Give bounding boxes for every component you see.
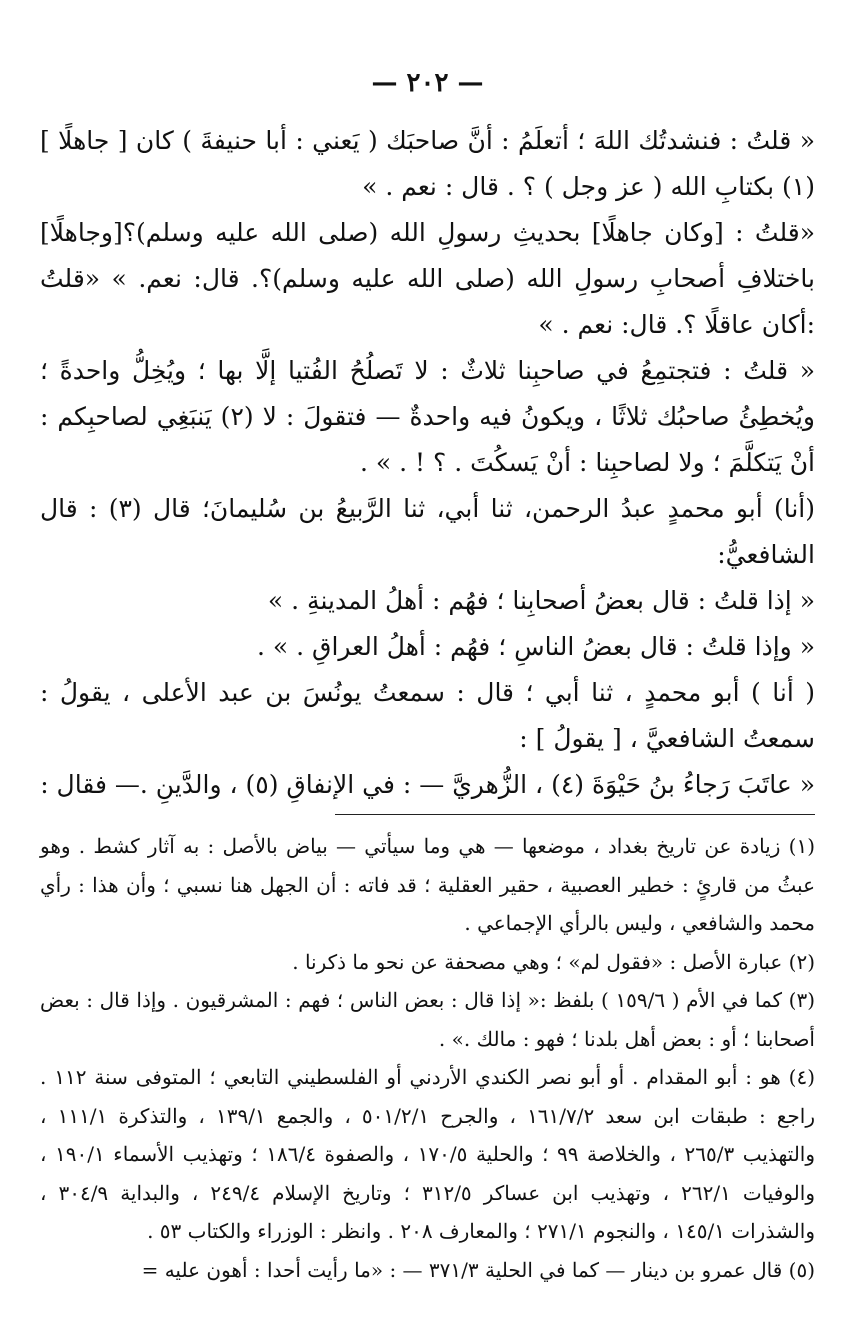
footnote-5: (٥) قال عمرو بن دينار — كما في الحلية ٣٧١/٣ — : «ما رأيت أحدا : أهون عليه = (141, 1257, 815, 1282)
footnote-divider (335, 814, 816, 815)
main-paragraph-1: « قلتُ : فنشدتُك اللهَ ؛ أتعلَمُ : أنَّ صاحبَك ( يَعني : أبا حنيفةَ ) كان [ جاهلًا ] (١) بكتابِ الله ( عز وجل ) ؟ . قال : نعم . » (40, 126, 815, 201)
footnote-3: (٣) كما في الأم ( ١٥٩/٦ ) بلفظ :« إذا قال : بعض الناس ؛ فهم : المشرقيون . وإذا قال : بعض أصحابنا ؛ أو : بعض أهل بلدنا ؛ فهو : مالك .» . (40, 988, 816, 1051)
main-paragraph-2: «قلتُ : [وكان جاهلًا] بحديثِ رسولِ الله (صلى الله عليه وسلم)؟[وجاهلًا] باختلافِ أصحابِ رسولِ الله (صلى الله عليه وسلم)؟. قال: نعم. » «قلتُ :أكان عاقلًا ؟. قال: نعم . » (40, 218, 815, 339)
main-paragraph-8: « عاتَبَ رَجاءُ بنُ حَيْوَةَ (٤) ، الزُّهريَّ — : في الإنفاقِ (٥) ، والدَّينِ .— فقال : (40, 770, 815, 799)
main-text (40, 118, 815, 808)
main-paragraph-7: ( أنا ) أبو محمدٍ ، ثنا أبي ؛ قال : سمعتُ يونُسَ بن عبد الأعلى ، يقولُ : سمعتُ الشافعيَّ ، [ يقولُ ] : (40, 678, 815, 753)
main-paragraph-4: (أنا) أبو محمدٍ عبدُ الرحمن، ثنا أبي، ثنا الرَّبيعُ بن سُليمانَ؛ قال (٣) : قال الشافعيُّ: (40, 494, 815, 569)
main-paragraph-6: « وإذا قلتُ : قال بعضُ الناسِ ؛ فهُم : أهلُ العراقِ . » . (257, 632, 815, 661)
footnote-4: (٤) هو : أبو المقدام . أو أبو نصر الكندي الأردني أو الفلسطيني التابعي ؛ المتوفى سنة ١١٢ . راجع : طبقات ابن سعد ١٦١/٧/٢ ، والجرح ٥٠١/٢/١ ، والجمع ١٣٩/١ ، والتذكرة ١١١/١ ، والتهذيب ٢٦٥/٣ ، والخلاصة ٩٩ ؛ والحلية ١٧٠/٥ ، والصفوة ١٨٦/٤ ؛ وتهذيب الأسماء ١٩٠/١ ، والوفيات ٢٦٢/١ ، وتهذيب ابن عساكر ٣١٢/٥ ؛ وتاريخ الإسلام ٢٤٩/٤ ، والبداية ٣٠٤/٩ ، والشذرات ١٤٥/١ ، والنجوم ٢٧١/١ ؛ والمعارف ٢٠٨ . وانظر : الوزراء والكتاب ٥٣ . (40, 1065, 816, 1243)
main-paragraph-5: « إذا قلتُ : قال بعضُ أصحابِنا ؛ فهُم : أهلُ المدينةِ . » (267, 586, 815, 615)
footnotes (40, 827, 815, 1289)
page-number: — ٢٠٢ — (371, 68, 484, 98)
main-paragraph-3: « قلتُ : فتجتمِعُ في صاحبِنا ثلاثٌ : لا تَصلُحُ الفُتيا إلَّا بها ؛ ويُخِلُّ واحدةً ؛ ويُخطِئُ صاحبُك ثلاثًا ، ويكونُ فيه واحدةٌ — فتقولَ : لا (٢) يَنبَغِي لصاحبِكم : أنْ يَتكلَّمَ ؛ ولا لصاحبِنا : أنْ يَسكُتَ . ؟ ! . » . (40, 356, 815, 477)
footnote-1: (١) زيادة عن تاريخ بغداد ، موضعها — هي وما سيأتي — بياض بالأصل : به آثار كشط . وهو عبثُ من قارئٍ : خطير العصبية ، حقير العقلية ؛ قد فاته : أن الجهل هنا نسبي ؛ وأن هذا : رأي محمد والشافعي ، وليس بالرأي الإجماعي . (40, 834, 815, 935)
footnote-2: (٢) عبارة الأصل : «فقول لم» ؛ وهي مصحفة عن نحو ما ذكرنا . (292, 949, 815, 974)
